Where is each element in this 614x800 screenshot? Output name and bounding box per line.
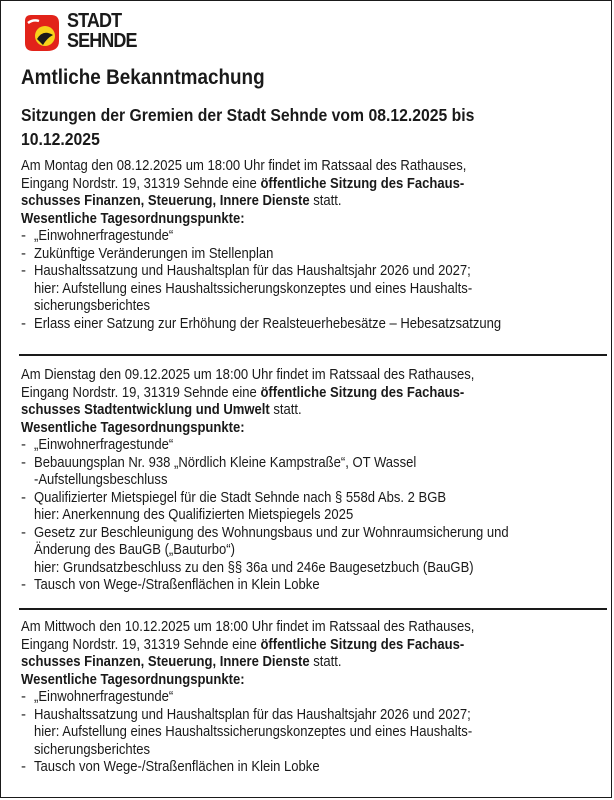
agenda-item-text: -Aufstellungsbeschluss [34,471,168,488]
committee-name: öffentliche Sitzung des Fachaus- [260,383,465,401]
agenda-item-text: „Einwohnerfragestunde“ [34,436,174,453]
bullet-dash: - [21,523,26,541]
intro-text: Eingang Nordstr. 19, 31319 Sehnde eine [21,174,261,192]
agenda-item-text: hier: Grundsatzbeschluss zu den §§ 36a und 246e Baugesetzbuch (BauGB) [34,558,474,576]
agenda-item-text: Erlass einer Satzung zur Erhöhung der Realsteuerhebesätze – Hebesatzsatzung [34,314,502,332]
section-divider [19,354,607,356]
session-intro-line [21,653,531,671]
session-intro-line [21,366,531,384]
intro-text: statt. [309,653,342,670]
agenda-item-text: hier: Aufstellung eines Haushaltssicherungskonzeptes und eines Haushalts- [34,723,473,740]
intro-text: Eingang Nordstr. 19, 31319 Sehnde eine [21,383,261,401]
agenda-item-text: „Einwohnerfragestunde“ [34,688,174,705]
bullet-dash: - [21,262,26,279]
bullet-dash: - [21,244,26,262]
agenda-list [21,688,607,776]
committee-name: öffentliche Sitzung des Fachaus- [260,635,465,653]
agenda-item [21,489,607,524]
session-intro-line [21,401,531,419]
stadt-sehnde-logo [21,7,171,59]
bullet-dash: - [21,758,26,775]
agenda-item-text: Haushaltssatzung und Haushaltsplan für das Haushaltsjahr 2026 und 2027; [34,705,471,723]
bullet-dash: - [21,688,26,705]
subtitle-line: 10.12.2025 [21,129,100,149]
session-intro-line [21,175,531,193]
intro-text: Am Montag den 08.12.2025 um 18:00 Uhr findet im Ratssaal des Rathauses, [21,157,467,174]
agenda-item [21,688,607,706]
agenda-heading: Wesentliche Tagesordnungspunkte: [21,209,245,227]
city-emblem-icon [21,11,63,55]
committee-name: schusses Stadtentwicklung und Umwelt [21,401,270,418]
agenda-list [21,227,607,332]
session-block [21,366,607,594]
subtitle [21,103,581,151]
section-divider [19,608,607,610]
agenda-item [21,262,607,315]
session-intro-line [21,384,531,402]
bullet-dash: - [21,314,26,332]
session-intro-line [21,618,531,636]
agenda-item-text: hier: Anerkennung des Qualifizierten Mietspiegels 2025 [34,506,354,523]
session-intro-line [21,192,531,210]
intro-text: statt. [309,192,342,209]
agenda-item-text: „Einwohnerfragestunde“ [34,227,174,244]
agenda-item-text: Tausch von Wege-/Straßenflächen in Klein Lobke [34,576,320,593]
agenda-item-text: Zukünftige Veränderungen im Stellenplan [34,244,274,262]
committee-name: schusses Finanzen, Steuerung, Innere Dienste [21,192,310,209]
agenda-item-text: Änderung des BauGB („Bauturbo“) [34,541,235,558]
agenda-list [21,436,607,594]
subtitle-line: Sitzungen der Gremien der Stadt Sehnde vom 08.12.2025 bis [21,105,475,125]
agenda-item [21,315,607,333]
agenda-item-text: hier: Aufstellung eines Haushaltssicherungskonzeptes und eines Haushalts- [34,279,473,297]
bullet-dash: - [21,705,26,723]
agenda-item-text: sicherungsberichtes [34,740,151,758]
agenda-heading: Wesentliche Tagesordnungspunkte: [21,670,245,688]
logo-wordmark: STADT SEHNDE [67,10,137,52]
agenda-item [21,436,607,454]
committee-name: schusses Finanzen, Steuerung, Innere Dienste [21,653,310,670]
agenda-item-text: sicherungsberichtes [34,297,151,314]
agenda-item [21,576,607,594]
bullet-dash: - [21,436,26,453]
committee-name: öffentliche Sitzung des Fachaus- [260,174,465,192]
agenda-heading: Wesentliche Tagesordnungspunkte: [21,418,245,436]
agenda-item [21,245,607,263]
bullet-dash: - [21,488,26,506]
agenda-item [21,706,607,759]
session-block [21,618,607,776]
session-intro-line [21,636,531,654]
intro-text: Am Mittwoch den 10.12.2025 um 18:00 Uhr findet im Ratssaal des Rathauses, [21,618,475,635]
agenda-item [21,758,607,776]
bullet-dash: - [21,453,26,471]
agenda-item-text: Tausch von Wege-/Straßenflächen in Klein Lobke [34,758,320,775]
intro-text: statt. [269,401,302,418]
agenda-item-text: Qualifizierter Mietspiegel für die Stadt Sehnde nach § 558d Abs. 2 BGB [34,488,447,506]
agenda-item [21,227,607,245]
agenda-item-text: Haushaltssatzung und Haushaltsplan für das Haushaltsjahr 2026 und 2027; [34,262,471,279]
intro-text: Am Dienstag den 09.12.2025 um 18:00 Uhr findet im Ratssaal des Rathauses, [21,366,475,383]
session-intro-line [21,157,531,175]
session-block [21,157,607,332]
intro-text: Eingang Nordstr. 19, 31319 Sehnde eine [21,635,261,653]
agenda-item [21,454,607,489]
bullet-dash: - [21,227,26,244]
bullet-dash: - [21,576,26,593]
agenda-item [21,524,607,577]
agenda-item-text: Gesetz zur Beschleunigung des Wohnungsbaus und zur Wohnraumsicherung und [34,523,509,541]
page-title: Amtliche Bekanntmachung [21,66,265,89]
agenda-item-text: Bebauungsplan Nr. 938 „Nördlich Kleine Kampstraße“, OT Wassel [34,453,417,471]
